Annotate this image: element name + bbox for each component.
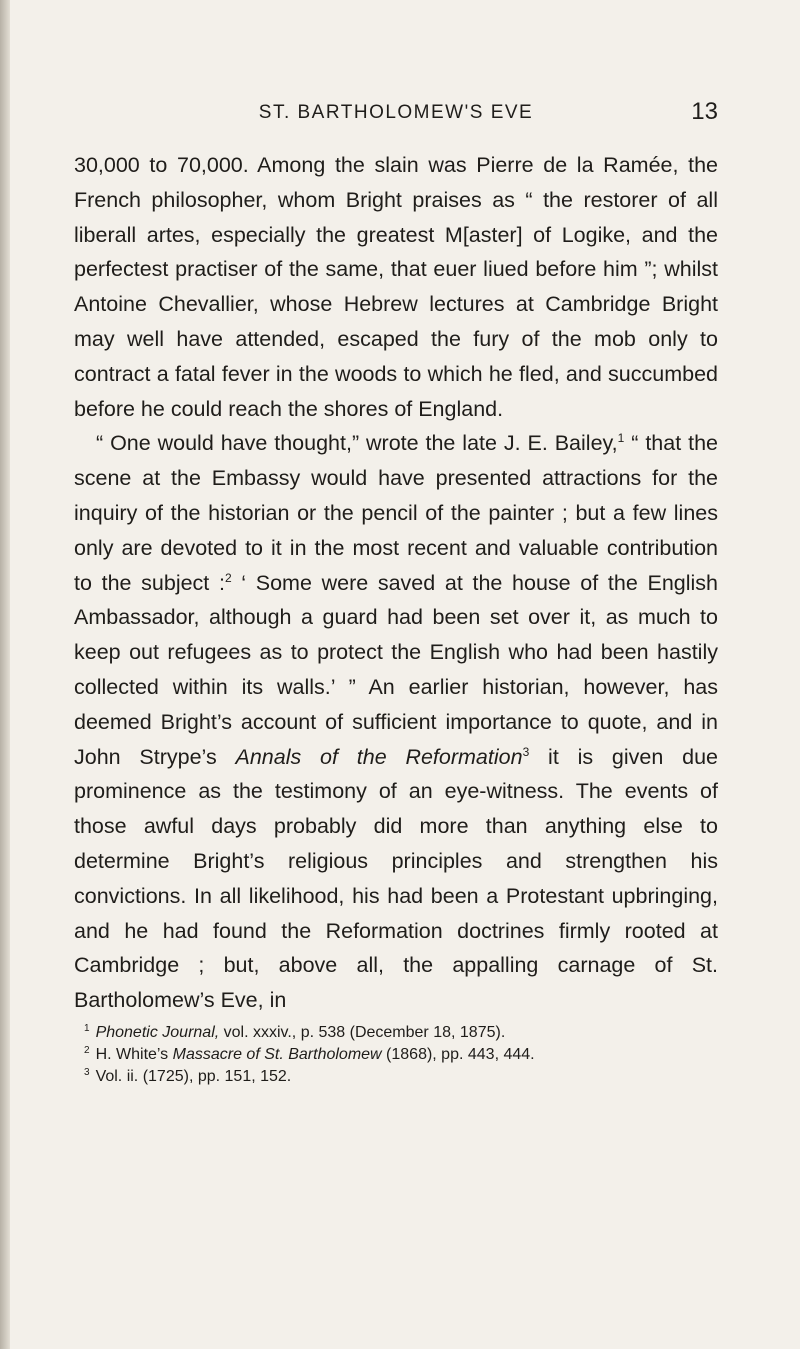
body-text bbox=[74, 148, 718, 1018]
paragraph-1-text: 30,000 to 70,000. Among the slain was Pierre de la Ramée, the French philosopher, whom Bright praises as “ the restorer of all liberall artes, especially the greatest M[aster] of Logike, and the perfectest practiser of the same, that euer liued before him ”; whilst Antoine Chevallier, whose Hebrew lectures at Cambridge Bright may well have attended, escaped the fury of the mob only to contract a fatal fever in the woods to which he fled, and succumbed before he could reach the shores of England. bbox=[74, 153, 718, 421]
page-gutter-shadow bbox=[0, 0, 10, 1349]
book-title-italic: Annals of the Reformation bbox=[235, 744, 523, 769]
footnote-ref-3: 3 bbox=[522, 744, 530, 759]
paragraph-1 bbox=[74, 148, 718, 426]
paragraph-2-text-b: “ that the scene at the Embassy would have presented attractions for the inquiry of the historian or the pencil of the painter ; but a few lines only are devoted to it in the most recent and valuable contribution to the subject : bbox=[74, 431, 718, 595]
page-number: 13 bbox=[691, 98, 718, 125]
footnote-text: vol. xxxiv., p. 538 (December 18, 1875). bbox=[219, 1023, 506, 1041]
running-head-title: ST. BARTHOLOMEW'S EVE bbox=[258, 102, 534, 123]
footnote-text-pre: H. White’s bbox=[95, 1045, 173, 1063]
footnote-ref-1: 1 bbox=[617, 431, 625, 446]
running-head bbox=[74, 98, 718, 134]
paragraph-2-text-a: “ One would have thought,” wrote the late J. E. Bailey, bbox=[96, 431, 618, 456]
footnote-ref-2: 2 bbox=[224, 570, 232, 585]
book-page bbox=[74, 98, 718, 1088]
footnote-2 bbox=[74, 1044, 718, 1066]
paragraph-2 bbox=[74, 426, 718, 1018]
footnotes bbox=[74, 1022, 718, 1088]
paragraph-2-text-c: ‘ Some were saved at the house of the English Ambassador, although a guard had been set over it, as much to keep out refugees as to protect the English who had been hastily collected within its walls.’ ” An earlier historian, however, has deemed Bright’s account of sufficient importance to quote, and in John Strype’s bbox=[74, 570, 718, 769]
footnote-mark: 1 bbox=[84, 1022, 90, 1034]
footnote-text: Vol. ii. (1725), pp. 151, 152. bbox=[95, 1067, 292, 1085]
footnote-text: (1868), pp. 443, 444. bbox=[381, 1045, 535, 1063]
footnote-mark: 3 bbox=[84, 1066, 90, 1078]
footnote-1 bbox=[74, 1022, 718, 1044]
footnote-3 bbox=[74, 1066, 718, 1088]
footnote-italic: Massacre of St. Bartholomew bbox=[172, 1045, 382, 1063]
paragraph-2-text-d: it is given due prominence as the testimony of an eye-witness. The events of those awful days probably did more than anything else to determine Bright’s religious principles and strengthen his convictions. In all likelihood, his had been a Protestant upbringing, and he had found the Reformation doctrines firmly rooted at Cambridge ; but, above all, the appalling carnage of St. Bartholomew’s Eve, in bbox=[74, 744, 718, 1013]
footnote-mark: 2 bbox=[84, 1044, 90, 1056]
footnote-italic: Phonetic Journal, bbox=[95, 1023, 220, 1041]
